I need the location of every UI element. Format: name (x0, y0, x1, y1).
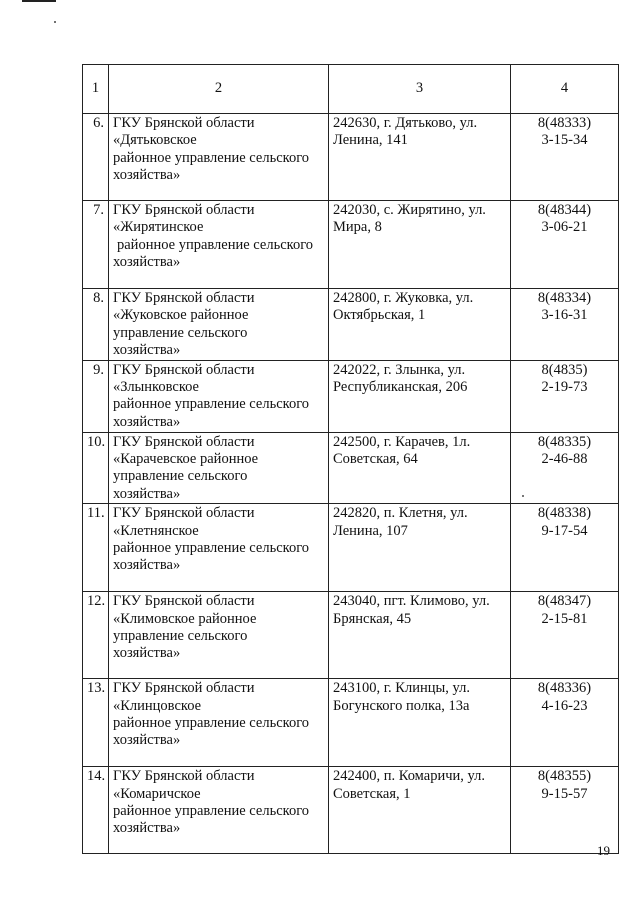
phone-cell (511, 504, 619, 592)
org-name-cell (109, 360, 329, 432)
address-line: 242630, г. Дятьково, ул. (333, 115, 478, 131)
table-row (83, 504, 619, 592)
row-number: 14. (83, 767, 109, 854)
header-row (83, 65, 619, 114)
org-name-line: ГКУ Брянской области (113, 768, 255, 785)
row-number: 6. (83, 114, 109, 201)
org-name-cell (109, 679, 329, 767)
phone-number: 2-19-73 (541, 379, 588, 396)
address-line: 242022, г. Злынка, ул. (333, 361, 466, 378)
row-number: 13. (83, 679, 109, 767)
address-line: 242030, с. Жирятино, ул. (333, 202, 486, 218)
org-name-cell (109, 592, 329, 679)
address-cell (329, 592, 511, 679)
org-name-line: ГКУ Брянской области (113, 202, 255, 218)
row-number: 10. (83, 432, 109, 504)
scan-mark-line (22, 0, 56, 2)
org-name-line: хозяйства» (113, 820, 181, 837)
address-line: 243100, г. Клинцы, ул. (333, 680, 470, 697)
address-line: Республиканская, 206 (333, 379, 468, 396)
org-name-line: хозяйства» (113, 557, 181, 574)
org-name-line: хозяйства» (113, 167, 181, 184)
org-name-cell (109, 504, 329, 592)
org-name-line: «Клинцовское (113, 697, 202, 714)
address-cell (329, 114, 511, 201)
org-name-line: ГКУ Брянской области (113, 505, 255, 522)
phone-number: 3-15-34 (541, 132, 588, 149)
phone-number: 9-17-54 (541, 522, 588, 539)
phone-cell (511, 679, 619, 767)
address-line: Советская, 64 (333, 451, 418, 468)
row-number: 9. (83, 360, 109, 432)
phone-code: 8(48335) (537, 433, 592, 450)
phone-number: 3-06-21 (541, 219, 588, 236)
org-name-line: «Клетнянское (113, 522, 199, 539)
table-row (83, 114, 619, 201)
address-line: 242400, п. Комаричи, ул. (333, 768, 485, 785)
org-name-line: управление сельского (113, 468, 248, 485)
address-line: Мира, 8 (333, 219, 382, 236)
phone-cell (511, 360, 619, 432)
address-cell (329, 360, 511, 432)
phone-cell (511, 432, 619, 504)
phone-code: 8(48333) (537, 115, 592, 131)
org-name-cell (109, 201, 329, 289)
phone-number: 2-15-81 (541, 610, 588, 627)
org-name-cell (109, 289, 329, 361)
org-name-line: «Климовское районное (113, 610, 257, 627)
phone-cell (511, 114, 619, 201)
organizations-table (82, 64, 619, 854)
org-name-line: хозяйства» (113, 413, 181, 430)
phone-code: 8(48344) (537, 202, 592, 218)
phone-number: 4-16-23 (541, 697, 588, 714)
org-name-line: хозяйства» (113, 254, 181, 271)
address-line: 243040, пгт. Климово, ул. (333, 593, 490, 610)
org-name-line: хозяйства» (113, 342, 181, 359)
org-name-line: ГКУ Брянской области (113, 433, 255, 450)
address-line: Ленина, 107 (333, 522, 408, 539)
address-line: 242820, п. Клетня, ул. (333, 505, 468, 522)
phone-code: 8(48347) (537, 593, 592, 610)
address-line: Брянская, 45 (333, 610, 412, 627)
address-cell (329, 504, 511, 592)
header-cell-address: 3 (329, 65, 511, 114)
address-cell (329, 289, 511, 361)
phone-cell (511, 201, 619, 289)
address-line: Богунского полка, 13а (333, 697, 470, 714)
org-name-line: ГКУ Брянской области (113, 290, 255, 306)
address-cell (329, 201, 511, 289)
table-row (83, 679, 619, 767)
table-row (83, 360, 619, 432)
address-cell (329, 432, 511, 504)
org-name-line: районное управление сельского (113, 396, 310, 413)
org-name-line: районное управление сельского (113, 715, 310, 732)
org-name-line: «Жуковское районное (113, 307, 249, 324)
org-name-line: районное управление сельского (113, 803, 310, 820)
org-name-line: управление сельского (113, 324, 248, 341)
org-name-line: ГКУ Брянской области (113, 593, 255, 610)
phone-cell (511, 592, 619, 679)
address-line: Советская, 1 (333, 785, 411, 802)
org-name-line: районное управление сельского (117, 236, 314, 253)
org-name-cell (109, 767, 329, 854)
phone-cell (511, 767, 619, 854)
org-name-line: «Злынковское (113, 379, 199, 396)
header-cell-phone: 4 (511, 65, 619, 114)
org-name-line: «Дятьковское (113, 132, 197, 149)
table-row (83, 767, 619, 854)
address-line: Ленина, 141 (333, 132, 408, 149)
row-number: 7. (83, 201, 109, 289)
table-row (83, 201, 619, 289)
phone-number: 3-16-31 (541, 307, 588, 324)
table-row (83, 432, 619, 504)
page-number: 19 (597, 843, 610, 858)
row-number: 12. (83, 592, 109, 679)
org-name-cell (109, 114, 329, 201)
phone-cell (511, 289, 619, 361)
org-name-line: районное управление сельского (113, 149, 310, 166)
phone-code: 8(48355) (537, 768, 592, 785)
org-name-line: «Комаричское (113, 785, 201, 802)
phone-code: 8(48338) (537, 505, 592, 522)
org-name-line: «Карачевское районное (113, 451, 259, 468)
address-line: 242500, г. Карачев, 1л. (333, 433, 471, 450)
header-cell-name: 2 (109, 65, 329, 114)
org-name-line: ГКУ Брянской области (113, 361, 255, 378)
org-name-line: хозяйства» (113, 485, 181, 502)
org-name-line: «Жирятинское (113, 219, 204, 236)
phone-number: 9-15-57 (541, 785, 588, 802)
phone-code: 8(48334) (537, 290, 592, 306)
org-name-line: районное управление сельского (113, 540, 310, 557)
org-name-line: управление сельского (113, 628, 248, 645)
address-cell (329, 679, 511, 767)
org-name-line: ГКУ Брянской области (113, 680, 255, 697)
phone-code: 8(4835) (541, 361, 588, 378)
address-line: Октябрьская, 1 (333, 307, 426, 324)
org-name-cell (109, 432, 329, 504)
org-name-line: ГКУ Брянской области (113, 115, 255, 131)
row-number: 8. (83, 289, 109, 361)
scan-dot (54, 21, 56, 23)
table-row (83, 592, 619, 679)
org-name-line: хозяйства» (113, 645, 181, 662)
table-row (83, 289, 619, 361)
phone-code: 8(48336) (537, 680, 592, 697)
address-line: 242800, г. Жуковка, ул. (333, 290, 474, 306)
org-name-line: хозяйства» (113, 732, 181, 749)
row-number: 11. (83, 504, 109, 592)
phone-number: 2-46-88 (541, 451, 588, 468)
address-cell (329, 767, 511, 854)
header-cell-number: 1 (83, 65, 109, 114)
